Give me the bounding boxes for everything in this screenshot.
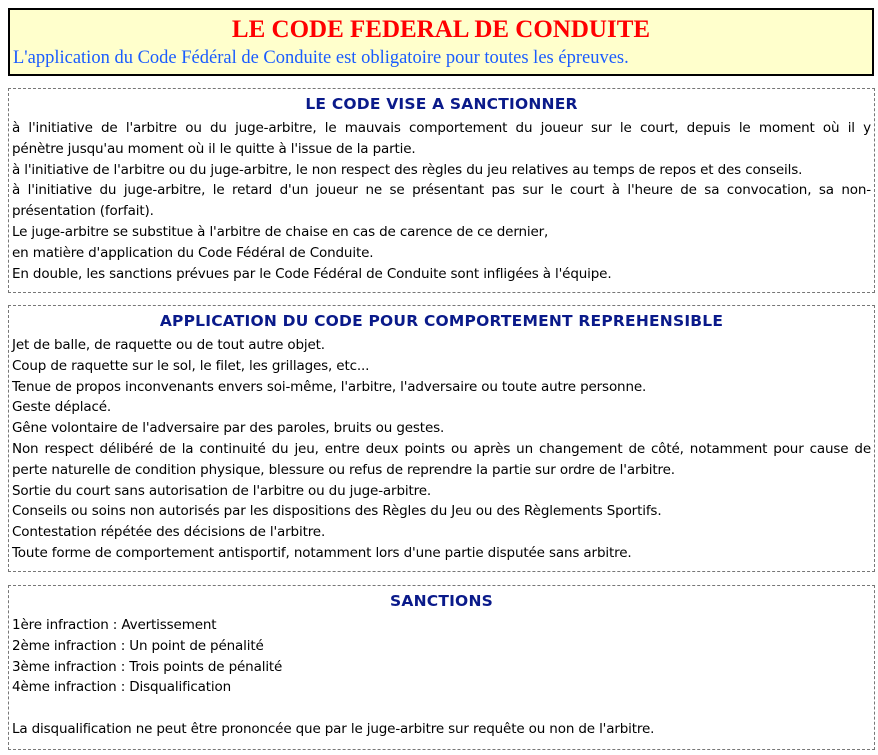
text-line: Conseils ou soins non autorisés par les dispositions des Règles du Jeu ou des Règlements Sportifs. [12,503,662,520]
text-line: Tenue de propos inconvenants envers soi-même, l'arbitre, l'adversaire ou toute autre personne. [12,378,647,395]
text-line: perte naturelle de condition physique, blessure ou refus de reprendre la partie sur ordre de l'arbitre. [12,461,675,478]
text-line: à l'initiative du juge-arbitre, le retard d'un joueur ne se présentant pas sur le court à l'heure de sa convocation, sa non- [12,182,871,199]
sanction-note: La disqualification ne peut être prononcée que par le juge-arbitre sur requête ou non de l'arbitre. [12,720,655,737]
section-sanctions [8,585,875,750]
text-line: En double, les sanctions prévues par le Code Fédéral de Conduite sont infligées à l'équipe. [12,265,612,282]
section-title: LE CODE VISE A SANCTIONNER [305,95,578,113]
text-line: présentation (forfait). [12,203,154,220]
section-title: APPLICATION DU CODE POUR COMPORTEMENT REPREHENSIBLE [159,312,724,330]
text-line: Le juge-arbitre se substitue à l'arbitre de chaise en cas de carence de ce dernier, [12,223,549,240]
sanction-line: 1ère infraction : Avertissement [12,617,217,633]
header-banner [8,8,874,76]
text-line: Coup de raquette sur le sol, le filet, les grillages, etc... [12,357,370,374]
page-subtitle: L'application du Code Fédéral de Conduite est obligatoire pour toutes les épreuves. [13,48,629,68]
text-line: en matière d'application du Code Fédéral de Conduite. [12,244,374,261]
text-line: Contestation répétée des décisions de l'arbitre. [12,524,326,541]
sanction-line: 3ème infraction : Trois points de pénalité [12,658,283,675]
text-line: à l'initiative de l'arbitre ou du juge-arbitre, le non respect des règles du jeu relatives au temps de repos et des conseils. [12,161,803,178]
text-line: pénètre jusqu'au moment où il le quitte à l'issue de la partie. [12,140,416,157]
text-line: Toute forme de comportement antisportif, notamment lors d'une partie disputée sans arbitre. [12,544,632,561]
section-title: SANCTIONS [390,592,493,610]
text-line: Sortie du court sans autorisation de l'arbitre ou du juge-arbitre. [12,482,432,499]
text-line: Geste déplacé. [12,399,112,416]
text-line: Gêne volontaire de l'adversaire par des paroles, bruits ou gestes. [12,420,445,437]
sanction-line: 2ème infraction : Un point de pénalité [12,637,264,654]
page-title: LE CODE FEDERAL DE CONDUITE [231,16,651,43]
spacer [9,698,874,719]
section-comportement [8,305,875,572]
text-line: Non respect délibéré de la continuité du jeu, entre deux points ou après un changement de côté, notamment pour cause de [12,440,871,457]
section-sanctionner [8,88,875,293]
sanction-line: 4ème infraction : Disqualification [12,679,231,696]
text-line: à l'initiative de l'arbitre ou du juge-arbitre, le mauvais comportement du joueur sur le court, depuis le moment où il y [12,120,871,136]
text-line: Jet de balle, de raquette ou de tout autre objet. [12,337,325,353]
